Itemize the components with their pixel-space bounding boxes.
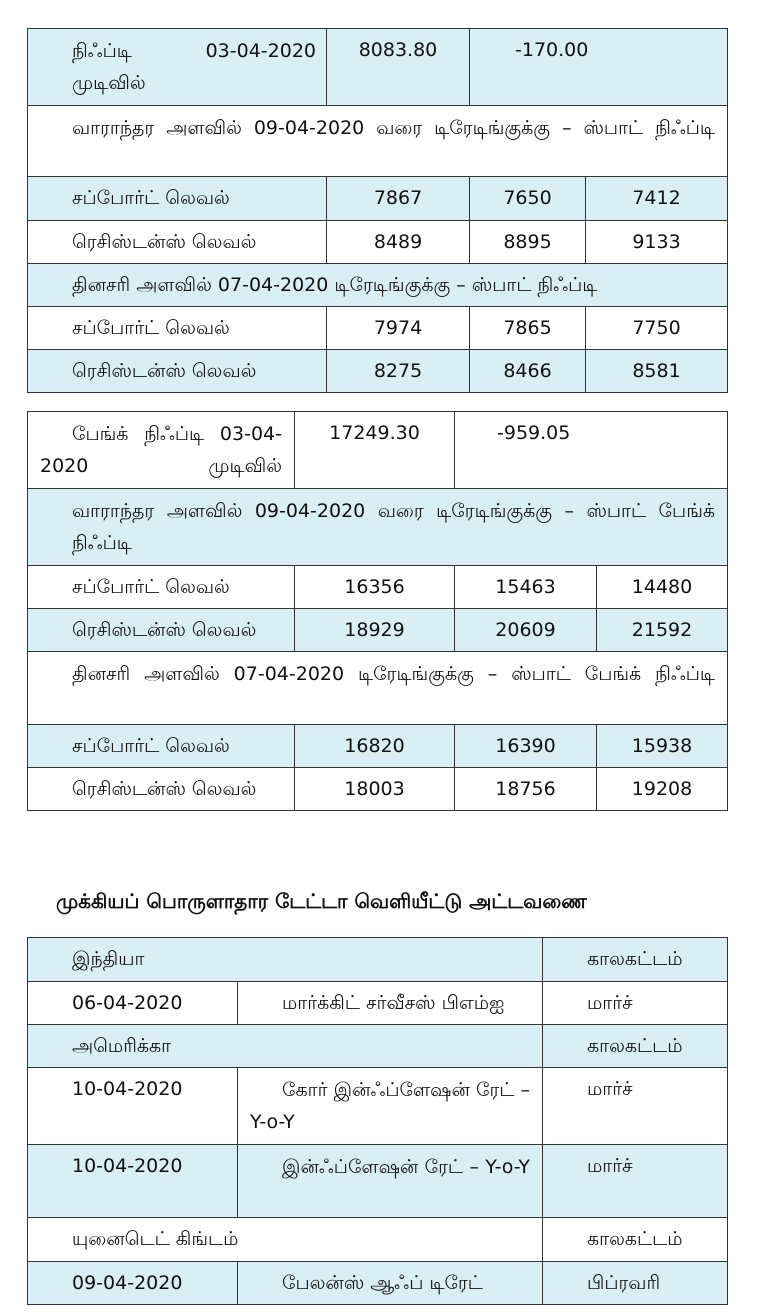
banknifty-close-row [28, 412, 728, 489]
level-value: 16356 [295, 566, 455, 609]
level-value: 16820 [295, 725, 455, 768]
calendar-row [28, 1262, 728, 1305]
nifty-daily-title: தினசரி அளவில் 07-04-2020 டிரேடிங்குக்கு – ஸ்பாட் நிஃப்டி [28, 264, 728, 307]
nifty-close-label: நிஃப்டி 03-04-2020 முடிவில் [28, 29, 327, 106]
calendar-row [28, 1068, 728, 1145]
period-header: காலகட்டம் [543, 1218, 728, 1262]
event-date: 10-04-2020 [28, 1068, 238, 1145]
banknifty-close-value: 17249.30 [295, 412, 455, 489]
usa-header-row [28, 1025, 728, 1068]
nifty-weekly-title: வாராந்தர அளவில் 09-04-2020 வரை டிரேடிங்குக்கு – ஸ்பாட் நிஃப்டி [28, 106, 728, 177]
nifty-daily-title-row [28, 264, 728, 307]
event-date: 06-04-2020 [28, 982, 238, 1025]
level-value: 14480 [597, 566, 728, 609]
event-date: 10-04-2020 [28, 1145, 238, 1218]
banknifty-change-value: -959.05 [455, 412, 728, 489]
banknifty-close-label: பேங்க் நிஃப்டி 03-04-2020 முடிவில் [28, 412, 295, 489]
nifty-close-row [28, 29, 728, 106]
event-name: இன்ஃப்ளேஷன் ரேட் – Y-o-Y [238, 1145, 543, 1218]
event-period: பிப்ரவரி [543, 1262, 728, 1305]
nifty-close-value: 8083.80 [327, 29, 470, 106]
row-label: சப்போர்ட் லெவல் [28, 725, 295, 768]
level-value: 15463 [455, 566, 597, 609]
nifty-weekly-title-row [28, 106, 728, 177]
level-value: 19208 [597, 768, 728, 811]
period-header: காலகட்டம் [543, 1025, 728, 1068]
country-name: இந்தியா [28, 938, 543, 982]
india-header-row [28, 938, 728, 982]
level-value: 7865 [470, 307, 586, 350]
banknifty-weekly-title: வாராந்தர அளவில் 09-04-2020 வரை டிரேடிங்குக்கு – ஸ்பாட் பேங்க் நிஃப்டி [28, 489, 728, 566]
level-value: 8895 [470, 221, 586, 264]
event-name: மார்க்கிட் சர்வீசஸ் பிஎம்ஐ [238, 982, 543, 1025]
calendar-row [28, 982, 728, 1025]
event-name: கோர் இன்ஃப்ளேஷன் ரேட் – Y-o-Y [238, 1068, 543, 1145]
level-value: 8466 [470, 350, 586, 393]
banknifty-weekly-support-row [28, 566, 728, 609]
row-label: ரெசிஸ்டன்ஸ் லெவல் [28, 350, 327, 393]
level-value: 8275 [327, 350, 470, 393]
row-label: ரெசிஸ்டன்ஸ் லெவல் [28, 768, 295, 811]
nifty-levels-table [27, 28, 728, 393]
country-name: அமெரிக்கா [28, 1025, 543, 1068]
level-value: 15938 [597, 725, 728, 768]
nifty-change-value: -170.00 [470, 29, 728, 106]
banknifty-daily-resistance-row [28, 768, 728, 811]
calendar-row [28, 1145, 728, 1218]
row-label: சப்போர்ட் லெவல் [28, 177, 327, 221]
level-value: 7412 [586, 177, 728, 221]
level-value: 8489 [327, 221, 470, 264]
economic-calendar-table [27, 937, 728, 1305]
banknifty-daily-title: தினசரி அளவில் 07-04-2020 டிரேடிங்குக்கு – ஸ்பாட் பேங்க் நிஃப்டி [28, 652, 728, 725]
level-value: 18003 [295, 768, 455, 811]
event-period: மார்ச் [543, 982, 728, 1025]
banknifty-weekly-title-row [28, 489, 728, 566]
nifty-weekly-resistance-row [28, 221, 728, 264]
nifty-daily-support-row [28, 307, 728, 350]
level-value: 8581 [586, 350, 728, 393]
level-value: 7974 [327, 307, 470, 350]
row-label: ரெசிஸ்டன்ஸ் லெவல் [28, 221, 327, 264]
banknifty-daily-support-row [28, 725, 728, 768]
nifty-daily-resistance-row [28, 350, 728, 393]
level-value: 7650 [470, 177, 586, 221]
level-value: 7750 [586, 307, 728, 350]
level-value: 18929 [295, 609, 455, 652]
banknifty-weekly-resistance-row [28, 609, 728, 652]
event-period: மார்ச் [543, 1145, 728, 1218]
period-header: காலகட்டம் [543, 938, 728, 982]
event-period: மார்ச் [543, 1068, 728, 1145]
nifty-weekly-support-row [28, 177, 728, 221]
level-value: 9133 [586, 221, 728, 264]
level-value: 18756 [455, 768, 597, 811]
level-value: 7867 [327, 177, 470, 221]
event-name: பேலன்ஸ் ஆஃப் டிரேட் [238, 1262, 543, 1305]
row-label: சப்போர்ட் லெவல் [28, 566, 295, 609]
country-name: யுனைடெட் கிங்டம் [28, 1218, 543, 1262]
event-date: 09-04-2020 [28, 1262, 238, 1305]
uk-header-row [28, 1218, 728, 1262]
level-value: 16390 [455, 725, 597, 768]
level-value: 21592 [597, 609, 728, 652]
level-value: 20609 [455, 609, 597, 652]
row-label: ரெசிஸ்டன்ஸ் லெவல் [28, 609, 295, 652]
banknifty-daily-title-row [28, 652, 728, 725]
calendar-heading: முக்கியப் பொருளாதார டேட்டா வெளியீட்டு அட்டவணை [56, 889, 587, 913]
banknifty-levels-table [27, 411, 728, 811]
row-label: சப்போர்ட் லெவல் [28, 307, 327, 350]
